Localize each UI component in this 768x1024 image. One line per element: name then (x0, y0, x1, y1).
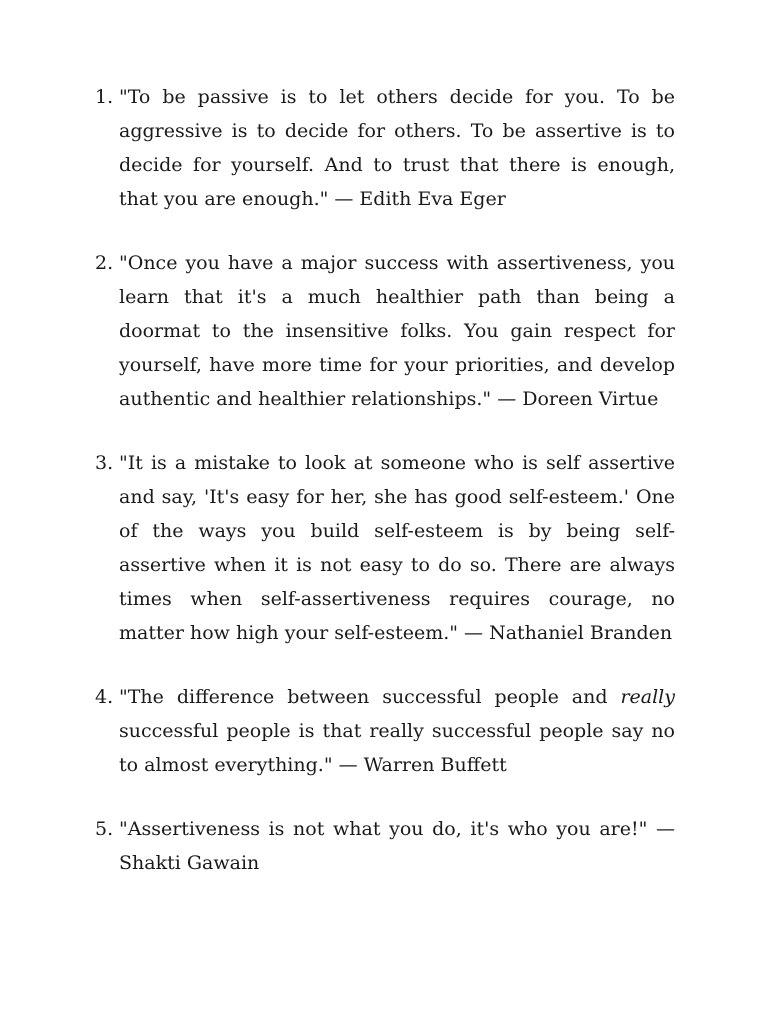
list-item (0, 446, 768, 650)
quote-text: "Assertiveness is not what you do, it's who you are!" — Shakti Gawain (119, 818, 675, 874)
quote-text-emphasis: really (620, 686, 675, 708)
quote-text: "It is a mistake to look at someone who is self assertive and say, 'It's easy for her, she has good self-esteem.' One of the ways you build self-esteem is by being self-assertive when it is not easy to do so. There are always times when self-assertiveness requires courage, no matter how high your self-esteem." — Nathaniel Branden (119, 452, 675, 644)
list-number: 4. (95, 686, 114, 708)
quote-text: "To be passive is to let others decide for you. To be aggressive is to decide for others. To be assertive is to decide for yourself. And to trust that there is enough, that you are enough." — Edith Eva Eger (119, 86, 675, 210)
quote-list (0, 80, 768, 910)
quote-text-open: "The difference between successful people and (119, 686, 621, 708)
list-number: 5. (95, 818, 114, 840)
quote-text: "Once you have a major success with assertiveness, you learn that it's a much healthier path than being a doormat to the insensitive folks. You gain respect for yourself, have more time for your priorities, and develop authentic and healthier relationships." — Doreen Virtue (119, 252, 675, 410)
list-number: 2. (95, 252, 114, 274)
list-number: 1. (95, 86, 114, 108)
list-item (0, 246, 768, 416)
quote-text (119, 680, 675, 782)
list-item (0, 80, 768, 216)
list-number: 3. (95, 452, 114, 474)
list-item (0, 812, 768, 880)
list-item (0, 680, 768, 782)
quote-text-rest: successful people is that really successful people say no to almost everything." — Warren Buffett (119, 720, 675, 776)
